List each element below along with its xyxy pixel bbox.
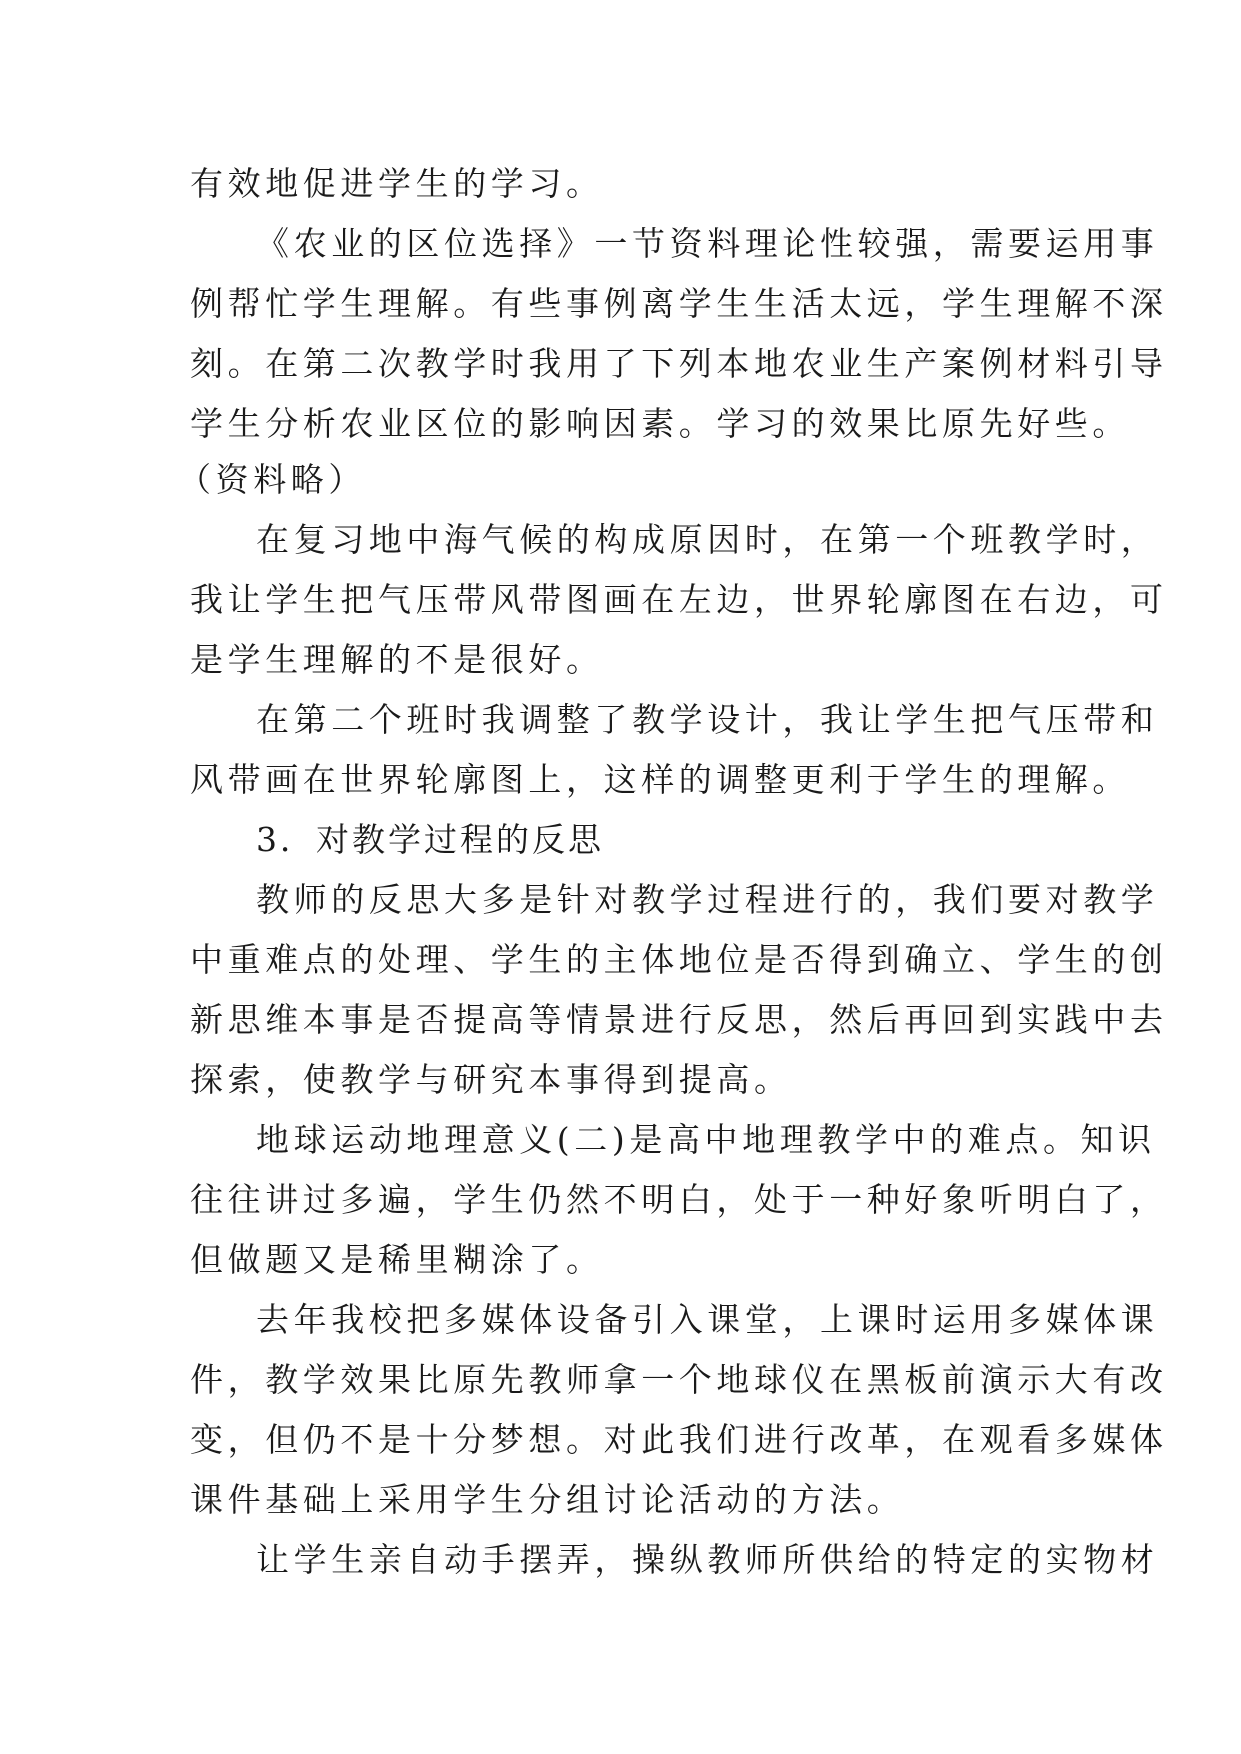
paragraph-line: 中重难点的处理、学生的主体地位是否得到确立、学生的创	[190, 940, 1168, 979]
paragraph-line: 刻。在第二次教学时我用了下列本地农业生产案例材料引导	[190, 344, 1168, 383]
paragraph-line: 有效地促进学生的学习。	[190, 164, 604, 203]
paragraph-line: 让学生亲自动手摆弄，操纵教师所供给的特定的实物材	[256, 1540, 1159, 1579]
paragraph-line: 是学生理解的不是很好。	[190, 640, 604, 679]
paragraph-line: 学生分析农业区位的影响因素。学习的效果比原先好些。	[190, 404, 1130, 443]
paragraph-line: 课件基础上采用学生分组讨论活动的方法。	[190, 1480, 905, 1519]
paragraph-line: 新思维本事是否提高等情景进行反思，然后再回到实践中去	[190, 1000, 1168, 1039]
paragraph-line: 往往讲过多遍，学生仍然不明白，处于一种好象听明白了，	[190, 1180, 1168, 1219]
paragraph-line: 例帮忙学生理解。有些事例离学生生活太远，学生理解不深	[190, 284, 1168, 323]
paragraph-line: 在第二个班时我调整了教学设计，我让学生把气压带和	[256, 700, 1159, 739]
paragraph-line: 《农业的区位选择》一节资料理论性较强，需要运用事	[256, 224, 1159, 263]
paragraph-line: （资料略）	[178, 460, 366, 499]
paragraph-line: 风带画在世界轮廓图上，这样的调整更利于学生的理解。	[190, 760, 1130, 799]
paragraph-line: 我让学生把气压带风带图画在左边，世界轮廓图在右边，可	[190, 580, 1168, 619]
paragraph-line: 变，但仍不是十分梦想。对此我们进行改革，在观看多媒体	[190, 1420, 1168, 1459]
paragraph-line: 但做题又是稀里糊涂了。	[190, 1240, 604, 1279]
paragraph-line: 件，教学效果比原先教师拿一个地球仪在黑板前演示大有改	[190, 1360, 1168, 1399]
paragraph-line: 探索，使教学与研究本事得到提高。	[190, 1060, 792, 1099]
paragraph-line: 教师的反思大多是针对教学过程进行的，我们要对教学	[256, 880, 1159, 919]
paragraph-line: 在复习地中海气候的构成原因时，在第一个班教学时，	[256, 520, 1159, 559]
paragraph-line: 地球运动地理意义(二)是高中地理教学中的难点。知识	[256, 1120, 1156, 1159]
paragraph-line: 去年我校把多媒体设备引入课堂，上课时运用多媒体课	[256, 1300, 1159, 1339]
section-heading: 3．对教学过程的反思	[256, 820, 604, 859]
